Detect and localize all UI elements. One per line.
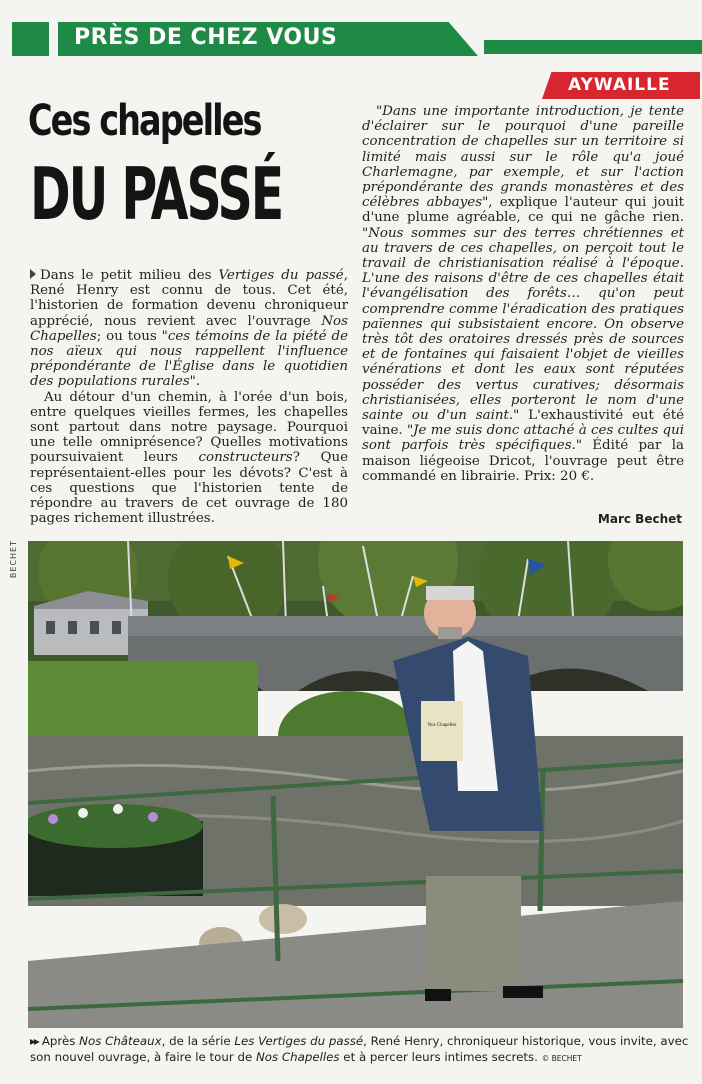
section-marker-square	[12, 22, 49, 56]
headline-line-2: DU PASSÉ	[30, 152, 283, 236]
author-byline: Marc Bechet	[597, 512, 682, 526]
text-run: Au détour d'un chemin, à l'orée d'un bois, entre quelques vieilles fermes, les chapelles sont partout dans notre paysage. Pourquoi une telle omniprésence? Quelles motivations poursuivaient leurs	[30, 389, 348, 466]
article-paragraph-2	[30, 390, 348, 527]
location-tag: AYWAILLE	[568, 75, 671, 95]
headline-line-1: Ces chapelles	[28, 96, 261, 146]
text-run: Dans le petit milieu des	[40, 268, 219, 283]
paragraph-bullet-icon	[30, 269, 36, 279]
article-photo	[28, 541, 683, 1028]
text-run: Les Vertiges du passé	[234, 1034, 364, 1048]
text-run: ? Que représentaient-elles pour les dévots? C'est à ces questions que l'historien tente de répondre au travers de cet ouvrage de 180 pages richement illustrées.	[30, 450, 348, 527]
article-right-column	[362, 104, 684, 484]
caption-credit: © BECHET	[541, 1054, 582, 1063]
text-run: Édité par la maison liégeoise Dricot, l'ouvrage peut être commandé en librairie. Prix: 20 €.	[362, 438, 684, 484]
text-run: Vertiges du passé	[218, 268, 344, 283]
text-run: et à percer leurs intimes secrets.	[339, 1050, 538, 1064]
text-run: Nos Châteaux	[79, 1034, 162, 1048]
article-left-column	[30, 268, 348, 526]
book-title: Nos Chapelles	[427, 723, 457, 728]
article-paragraph-3	[362, 104, 684, 484]
text-run: "Dans une importante introduction, je tente d'éclairer sur le pourquoi d'une pareille concentration de chapelles sur un territoire si limité mais aussi sur le rôle qu'a joué Charlemagne, par exemple, et sur l'action prépondérante des grands monastères et des célèbres abbayes"	[362, 104, 684, 211]
caption-arrow-icon: ▸▸	[30, 1034, 38, 1048]
text-run: Nos Chapelles	[255, 1050, 340, 1064]
photo-illustration	[28, 541, 683, 1028]
text-run: , explique l'auteur qui jouit d'une plume agréable, ce qui ne gâche rien.	[362, 195, 684, 226]
text-run: .	[195, 374, 201, 390]
section-rule	[484, 40, 702, 54]
text-run: "Nous sommes sur des terres chrétiennes et au travers de ces chapelles, on perçoit tout le travail de christianisation réalisé à l'époque. L'une des raisons d'être de ces chapelles était l'évangélisation des forêts… qu'on peut comprendre comme l'éradication des pratiques païennes qui subsistaient encore. On observe très tôt des oratoires dressés près de sources et de fontaines qui faisaient l'objet de vieilles vénérations et dont les eaux sont réputées posséder des vertus curatives; désormais christianisées, elles porteront le nom d'une sainte ou d'un saint."	[362, 225, 684, 424]
text-run: , René Henry, chroniqueur historique, vous invite, avec son nouvel ouvrage, à faire le tour de	[30, 1034, 689, 1064]
text-run: L'exhaustivité eut été vaine.	[362, 408, 684, 439]
section-title: PRÈS DE CHEZ VOUS	[74, 25, 338, 50]
photo-side-credit: BECHET	[9, 540, 18, 579]
text-run: , de la série	[161, 1034, 235, 1048]
photo-caption	[30, 1033, 690, 1067]
text-run: "Je me suis donc attaché à ces cultes qui sont parfois très spécifiques."	[362, 423, 684, 454]
text-run: ; ou tous	[96, 328, 162, 344]
text-run: Nos Chapelles	[30, 313, 348, 344]
text-run: , René Henry est connu de tous. Cet été, l'historien de formation devenu chroniqueur apprécié, nous revient avec l'ouvrage	[30, 268, 348, 329]
article-paragraph-1	[30, 268, 348, 390]
text-run: Après	[41, 1034, 80, 1048]
text-run: constructeurs	[198, 450, 293, 466]
text-run: "ces témoins de la piété de nos aïeux qui nous rappellent l'influence prépondérante de l'Église dans le quotidien des populations rurales"	[30, 328, 348, 390]
